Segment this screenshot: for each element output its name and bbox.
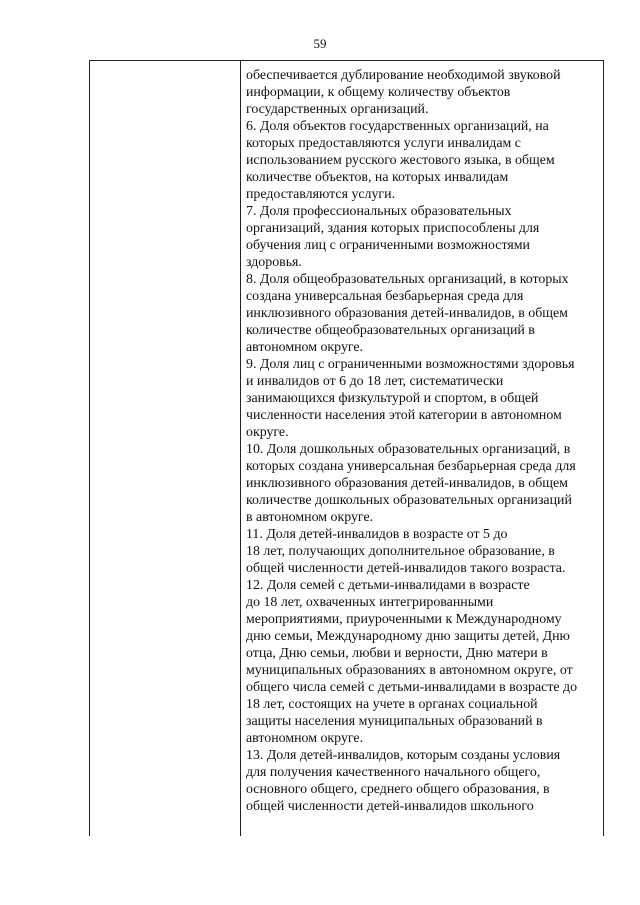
text-line: количестве общеобразовательных организаций в (246, 323, 535, 338)
text-line: использованием русского жестового языка, в общем (246, 153, 555, 168)
text-line: 7. Доля профессиональных образовательных (246, 204, 512, 219)
document-table (89, 60, 604, 836)
text-line: информации, к общему количеству объектов (246, 85, 511, 100)
text-line: занимающихся физкультурой и спортом, в общей (246, 391, 539, 406)
text-line: 11. Доля детей-инвалидов в возрасте от 5 до (246, 527, 508, 542)
text-line: инклюзивного образования детей-инвалидов, в общем (246, 306, 568, 321)
text-line: предоставляются услуги. (246, 187, 396, 202)
text-line: обеспечивается дублирование необходимой звуковой (246, 68, 561, 83)
text-line: автономном округе. (246, 340, 364, 355)
text-line: численности населения этой категории в автономном (246, 408, 562, 423)
text-line: создана универсальная безбарьерная среда для (246, 289, 524, 304)
text-line: инклюзивного образования детей-инвалидов, в общем (246, 476, 568, 491)
text-line: 10. Доля дошкольных образовательных организаций, в (246, 442, 571, 457)
text-line: и инвалидов от 6 до 18 лет, систематически (246, 374, 504, 389)
text-line: количестве объектов, на которых инвалидам (246, 170, 509, 185)
text-line: автономном округе. (246, 731, 364, 746)
text-line: защиты населения муниципальных образований в (246, 714, 543, 729)
text-line: муниципальных образованиях в автономном округе, от (246, 663, 573, 678)
text-line: 18 лет, состоящих на учете в органах социальной (246, 697, 538, 712)
text-line: обучения лиц с ограниченными возможностями (246, 238, 530, 253)
text-line: 13. Доля детей-инвалидов, которым созданы условия (246, 748, 561, 763)
text-line: которых предоставляются услуги инвалидам с (246, 136, 521, 151)
text-line: мероприятиями, приуроченными к Международному (246, 612, 562, 627)
text-line: государственных организаций. (246, 102, 429, 117)
text-line: отца, Дню семьи, любви и верности, Дню матери в (246, 646, 548, 661)
text-line: для получения качественного начального общего, (246, 765, 541, 780)
text-line: общей численности детей-инвалидов школьного (246, 799, 534, 814)
text-line: общего числа семей с детьми-инвалидами в возрасте до (246, 680, 578, 695)
table-right-column (241, 61, 603, 836)
page-number: 59 (313, 36, 327, 51)
text-line: здоровья. (246, 255, 302, 270)
text-line: общей численности детей-инвалидов такого возраста. (246, 561, 566, 576)
text-line: основного общего, среднего общего образования, в (246, 782, 550, 797)
text-line: до 18 лет, охваченных интегрированными (246, 595, 494, 610)
table-left-column (90, 61, 241, 836)
text-line: 12. Доля семей с детьми-инвалидами в возрасте (246, 578, 530, 593)
text-line: количестве дошкольных образовательных организаций (246, 493, 572, 508)
text-line: дню семьи, Международному дню защиты детей, Дню (246, 629, 570, 644)
text-line: 9. Доля лиц с ограниченными возможностями здоровья (246, 357, 575, 372)
text-line: организаций, здания которых приспособлены для (246, 221, 540, 236)
text-line: в автономном округе. (246, 510, 374, 525)
text-line: которых создана универсальная безбарьерная среда для (246, 459, 576, 474)
text-line: 8. Доля общеобразовательных организаций, в которых (246, 272, 569, 287)
text-line: 6. Доля объектов государственных организаций, на (246, 119, 549, 134)
text-line: 18 лет, получающих дополнительное образование, в (246, 544, 555, 559)
text-line: округе. (246, 425, 289, 440)
